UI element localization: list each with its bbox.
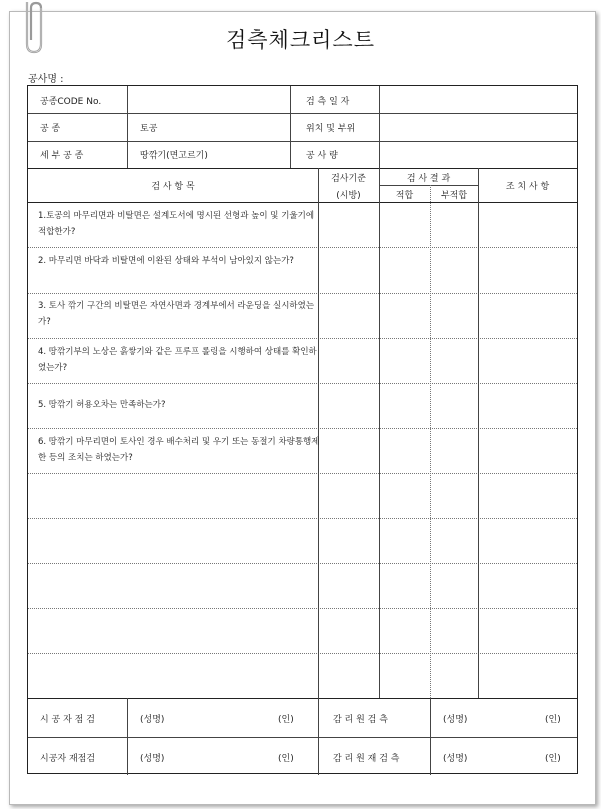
supervisor-check-seal: (인) [545, 715, 561, 725]
contractor-check-label: 시 공 자 점 검 [40, 715, 95, 725]
inspection-form [27, 85, 578, 774]
checklist-item: 3. 토사 깎기 구간의 비탈면은 자연사면과 경계부에서 라운딩을 실시하였는가? [38, 301, 315, 327]
supervisor-check-name: (성명) [443, 715, 468, 725]
code-label: 공종CODE No. [40, 97, 102, 107]
supervisor-check-label: 감 리 원 검 측 [333, 715, 388, 725]
detail-work-value: 땅깎기(면고르기) [140, 151, 208, 161]
inspection-date-label: 검 측 일 자 [306, 97, 350, 107]
contractor-recheck-name: (성명) [140, 754, 165, 764]
page-title: 검측체크리스트 [225, 28, 375, 52]
work-type-label: 공 종 [40, 124, 61, 134]
checklist-item: 6. 땅깎기 마무리면이 토사인 경우 배수처리 및 우기 또는 동절기 차량통행제한 등의 조치는 하였는가? [38, 437, 320, 463]
supervisor-recheck-name: (성명) [443, 754, 468, 764]
work-type-value: 토공 [140, 124, 158, 134]
column-standard-sub: (시방) [336, 191, 361, 201]
column-standard: 검사기준 [331, 174, 366, 184]
column-result: 검 사 결 과 [406, 174, 451, 184]
column-fail: 부적합 [440, 191, 468, 201]
contractor-check-seal: (인) [278, 715, 294, 725]
contractor-recheck-seal: (인) [278, 754, 294, 764]
checklist-item: 2. 마무리면 바닥과 비탈면에 이완된 상태와 부석이 남아있지 않는가? [38, 256, 294, 266]
quantity-label: 공 사 량 [306, 151, 338, 161]
location-label: 위치 및 부위 [306, 124, 356, 134]
contractor-recheck-label: 시공자 재점검 [40, 754, 96, 764]
detail-work-label: 세 부 공 종 [40, 151, 84, 161]
column-item: 검 사 항 목 [151, 182, 195, 192]
checklist-item: 4. 땅깎기부의 노상은 흙쌓기와 같은 프루프 롤링을 시행하여 상태를 확인하였는가? [38, 347, 317, 373]
checklist-item: 5. 땅깎기 허용오차는 만족하는가? [38, 400, 166, 410]
column-pass: 적합 [395, 191, 414, 201]
checklist-item: 1.토공의 마무리면과 비탈면은 설계도서에 명시된 선형과 높이 및 기울기에 적합한가? [38, 211, 315, 237]
column-action: 조 치 사 항 [505, 182, 550, 192]
project-name-label: 공사명 : [28, 74, 64, 85]
contractor-check-name: (성명) [140, 715, 165, 725]
supervisor-recheck-seal: (인) [545, 754, 561, 764]
supervisor-recheck-label: 감 리 원 재 검 측 [333, 754, 400, 764]
